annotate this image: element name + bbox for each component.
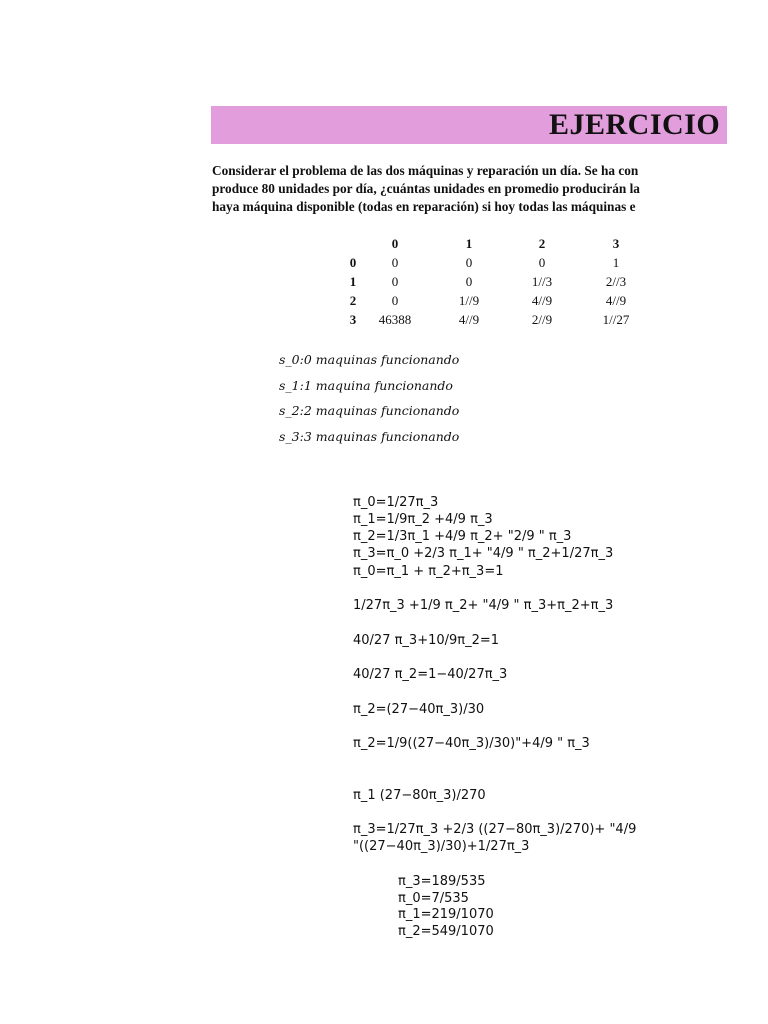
equation-line: π_3=1/27π_3 +2/3 ((27−80π_3)/270)+ "4/9 [353,822,637,837]
matrix-row [330,255,650,274]
matrix-cell: 0 [391,255,399,270]
result-line: π_2=549/1070 [398,923,494,939]
matrix-cell: 46388 [378,312,412,327]
state-line: s_1:1 maquina funcionando [279,377,453,393]
equation-line: 40/27 π_2=1−40/27π_3 [353,667,508,682]
result-line: π_3=189/535 [398,874,486,889]
row-label: 3 [349,312,357,327]
matrix-cell: 1//27 [602,312,630,327]
result-line: π_0=7/535 [398,890,469,906]
matrix-cell: 0 [538,255,546,270]
matrix-cell: 1 [612,255,620,270]
matrix-row [330,312,650,331]
matrix-cell: 2//9 [531,312,553,327]
equation-line: π_2=1/9((27−40π_3)/30)"+4/9 " π_3 [353,736,590,751]
matrix-cell: 4//9 [458,312,480,327]
state-definitions [279,352,459,454]
matrix-row [330,293,650,312]
transition-matrix [330,236,650,331]
col-header: 3 [612,236,620,251]
results-block [398,874,494,940]
equation-line: π_2=1/3π_1 +4/9 π_2+ "2/9 " π_3 [353,529,572,544]
equation-line: π_1=1/9π_2 +4/9 π_3 [353,512,493,527]
col-header: 0 [391,236,399,251]
matrix-row [330,274,650,293]
matrix-cell: 0 [465,274,473,289]
state-line: s_2:2 maquinas funcionando [279,403,460,418]
title-band [211,106,727,144]
intro-line: produce 80 unidades por día, ¿cuántas unidades en promedio producirán la [212,181,640,196]
matrix-cell: 0 [391,274,399,289]
state-line: s_0:0 maquinas funcionando [279,352,460,367]
matrix-cell: 2//3 [605,274,627,289]
equation-line: π_0=π_1 + π_2+π_3=1 [353,564,504,579]
intro-line: Considerar el problema de las dos máquinas y reparación un día. Se ha con [212,163,639,178]
matrix-cell: 4//9 [605,293,627,308]
equation-line: π_2=(27−40π_3)/30 [353,702,485,717]
col-header: 2 [538,236,546,251]
page-title: EJERCICIO [549,108,721,141]
matrix-cell: 4//9 [531,293,553,308]
row-label: 2 [349,293,357,308]
matrix-cell: 1//3 [531,274,553,289]
equation-line: π_0=1/27π_3 [353,495,439,510]
matrix-cell: 1//9 [458,293,480,308]
col-header: 1 [465,236,473,251]
matrix-header-row [330,236,650,255]
state-line: s_3:3 maquinas funcionando [279,428,460,444]
matrix-cell: 0 [465,255,473,270]
equation-line: 1/27π_3 +1/9 π_2+ "4/9 " π_3+π_2+π_3 [353,598,614,613]
problem-statement [212,162,728,216]
equation-line: π_1 (27−80π_3)/270 [353,788,486,803]
result-line: π_1=219/1070 [398,907,494,922]
equation-line: 40/27 π_3+10/9π_2=1 [353,633,500,648]
matrix-cell: 0 [391,293,399,308]
equation-line: π_3=π_0 +2/3 π_1+ "4/9 " π_2+1/27π_3 [353,546,614,561]
intro-line: haya máquina disponible (todas en reparación) si hoy todas las máquinas e [212,199,636,214]
row-label: 1 [349,274,357,289]
row-label: 0 [349,255,357,270]
equation-line: "((27−40π_3)/30)+1/27π_3 [353,839,530,854]
